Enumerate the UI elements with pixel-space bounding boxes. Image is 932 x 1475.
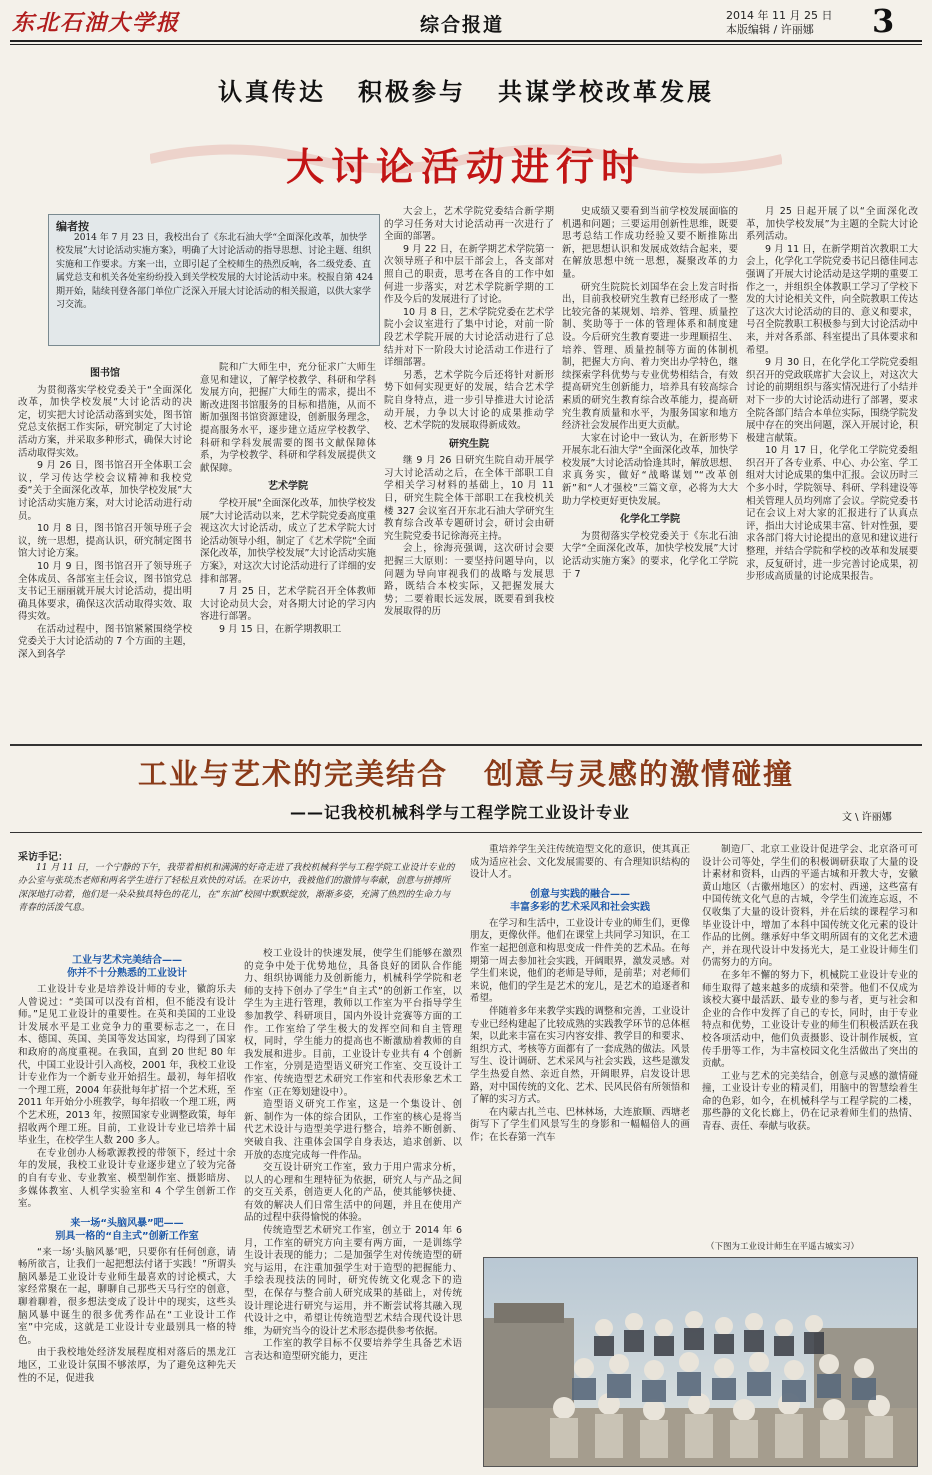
paragraph: 为贯彻落实学校党委关于“全面深化改革，加快学校发展”大讨论活动的决定，切实把大讨论活动落到实处，图书馆党总支依据工作实际，研究制定了大讨论活动方案，并采取多种形式，确保大讨论活动取得实效。 [18, 384, 192, 459]
masthead-rule [10, 40, 922, 42]
paragraph: 交互设计研究工作室，致力于用户需求分析，以人的心理和生理特征为依据，研究人与产品之间的交互关系，创造更人化的产品，使其能够快捷、有效的解决人们日常生活中的问题，并且在使用产品的过程中获得愉悦的体验。 [244, 1162, 462, 1224]
paragraph: 大家在讨论中一致认为，在新形势下开展东北石油大学“全面深化改革，加快学校发展”大讨论活动恰逢其时，解放思想、求真务实，做好“战略谋划”“改革创新”和“人才强校”三篇文章，必将为大大助力学校更好更快发展。 [562, 432, 738, 507]
article-column [384, 206, 554, 740]
paragraph: 9 月 11 日，在新学期首次教职工大会上，化学化工学院党委书记吕德佳同志强调了开展大讨论活动是这学期的重要工作之一，并组织全体教职工学习了学校下发的大讨论相关文件，向全院教职工传达了这次大讨论活动的目的、意义和要求，号召全院教职工积极参与到大讨论活动中来，并对各系部、科室提出了具体要求和希望。 [746, 243, 918, 356]
paragraph: 继 9 月 26 日研究生院自动开展学习大讨论活动之后，在全体干部职工自学相关学习材料的基础上，10 月 11 日，研究生院全体干部职工在我校机关楼 327 会议室召开东北石油大学研究生教育综合改革专题研讨会，研讨会由研究生院党委书记徐海亮主持。 [384, 455, 554, 542]
interview-text: 11 月 11 日，一个宁静的下午，我带着相机和满满的好奇走进了我校机械科学与工程学院工业设计专业的办公室与张琰杰老师和两名学生进行了轻松且欢快的对话。在采访中，我被他们的激情与奉献，创意与拼搏所深深地打动着，他们是一朵朵独具特色的花儿，在“东油”校园中默默绽放，渐渐多姿，充满了热烈的生命力与青春的活泼气息。 [18, 863, 455, 914]
paragraph: 工业与艺术的完美结合，创意与灵感的激情碰撞，工业设计专业的精灵们，用脑中的智慧绘着生命的色彩，如今，在机械科学与工程学院的二楼，那些静的文化长廊上，仍在记录着师生们的热情、青春、责任、奉献与收获。 [702, 1070, 918, 1133]
kicker-part: 认真传达 [218, 77, 326, 106]
page-number: 3 [872, 2, 895, 40]
paragraph: 9 月 22 日，在新学期艺术学院第一次领导班子和中层干部会上，各支部对照自己的职责，思考在各自的工作中如何进一步落实，对艺术学院新学期的工作及今后的发展进行了讨论。 [384, 243, 554, 306]
kicker-headline [0, 72, 932, 107]
interview-label: 采访手记： [18, 852, 68, 863]
group-photo [483, 1257, 918, 1467]
section-divider [10, 744, 922, 746]
paragraph: 10 月 8 日，艺术学院党委在艺术学院小会议室进行了集中讨论，对前一阶段艺术学院开展的大讨论活动进行了总结并对下一阶段大讨论活动工作进行了详细部署。 [384, 306, 554, 369]
paragraph: 院和广大师生中，充分征求广大师生意见和建议，了解学校教学、科研和学科发展方向，把握广大师生的需求，提出不断改进图书馆服务的目标和措施，从而不断加强图书馆资源建设，创新服务理念，提高服务水平，逐步建立适应学校教学、科研和学科发展需要的图书文献保障体系，为学校教学、科研和学科发展提供文献保障。 [200, 362, 376, 474]
paragraph: 10 月 9 日，图书馆召开了领导班子全体成员、各部室主任会议，图书馆党总支书记王丽丽就开展大讨论活动，提出明确具体要求，确保这次活动取得实效、取得实效。 [18, 560, 192, 623]
paragraph: 研究生院院长刘国华在会上发言时指出，目前我校研究生教育已经形成了一整比较完备的某规划、培养、管理、质量控制、奖助等于一体的管理体系和制度建设。今后研究生教育要进一步理顺招生、培养、管理、质量控制等方面的体制机制，把握大方向、着力突出办学特色，继续探索学科优势与专业优势相结合，有效提高研究生创新能力，培养具有较高综合素质的研究生教育综合改革能力，提高研究生教育质量和水平，为服务国家和地方经济社会发展作出更大贡献。 [562, 281, 738, 432]
subhead: 工业与艺术完美结合—— 你并不十分熟悉的工业设计 [67, 955, 187, 979]
paragraph: 在多年不懈的努力下，机械院工业设计专业的师生取得了越来越多的成绩和荣誉。他们不仅成为该校大赛中最活跃、最专业的参与者，更与社会和企业的合作中发挥了自己的专长，同时，由于专业特点和优势，工业设计专业的师生们积极活跃在我校各项活动中，他们负责摄影、设计制作展板，宣传手册等工作，为丰富校园文化生活做出了突出的贡献。 [702, 969, 918, 1070]
kicker-part: 共谋学校改革发展 [498, 77, 714, 106]
feature-headline [0, 752, 932, 793]
article-column [562, 206, 738, 740]
paragraph: 为贯彻落实学校党委关于《东北石油大学“全面深化改革，加快学校发展”大讨论活动实施方案》的要求，化学化工学院于 7 [562, 530, 738, 580]
column-heading: 研究生院 [449, 438, 489, 450]
paragraph: 校工业设计的快速发展，使学生们能够在激烈的竞争中处于优势地位，具备良好的团队合作能力、组织协调能力及创新能力，机械科学学院和老师的支持下创办了学生“自主式”的创新工作室，以学生为主进行管理，教师以工作室为平台指导学生参加教学、科研项目，国内外设计竞赛等方面的工作。工作室给了学生极大的发挥空间和自主管理权，同时，学生能力的提高也不断激励着教师的自我发展和进步。目前，工业设计专业共有 4 个创新工作室，分别是造型语义研究工作室、交互设计工作室、传统造型艺术研究工作室和代表形象艺术工作室（正在筹划建设中）。 [244, 948, 462, 1098]
paragraph: 工业设计专业是培养设计师的专业，徽韵乐夫人曾说过：“美国可以没有首相，但不能没有设计师。”足见工业设计的重要性。在英和美国的工业设计发展水平是工业竞争力的重要标志之一，在日本、德国、英国、美国等发达国家，均得到了国家和政府的高度重视。在我国，直到 20 世纪 80 年代，中国工业设计引入高校，2001 年，我校工业设计专业作为一个新专业开始招生。最初，每年招收一个理工班，2004 年获批每年扩招一个艺术班，至 2011 年开始分小班教学，每年招收一个理工班，两个艺术班，2013 年，按照国家专业调整政策，每年招收两个理工班。目前，工业设计专业已培养十届毕业生，在校学生人数 200 多人。 [18, 984, 236, 1147]
article-column [702, 844, 918, 1238]
paragraph: 伴随着多年来教学实践的调整和完善，工业设计专业已经构建起了比较成熟的实践教学环节的总体框架，以此来丰富在实习内容安排、教学目的和要求、组织方式、考核等方面都有了一套成熟的做法。风景写生、设计调研、艺术采风与社会实践，这些是激发学生热爱自然、亲近自然，开阔眼界，启发设计思路，对中国传统的文化、艺术、民风民俗有所领悟和了解的实习方式。 [470, 1005, 690, 1106]
article-column [18, 362, 192, 740]
group-photo-image [484, 1258, 918, 1467]
paragraph: 月 25 日起开展了以“全面深化改革，加快学校发展”为主题的全院大讨论系列活动。 [746, 206, 918, 243]
column-heading: 艺术学院 [268, 481, 308, 493]
issue-date: 2014 年 11 月 25 日 [726, 9, 833, 22]
masthead [0, 0, 932, 40]
paragraph: 史成绩又要看到当前学校发展面临的机遇和问题；三要运用创新性思维，既要思考总结工作成功经验又要不断推陈出新，把思想认识和发展成效结合起来，要在解放思想中统一思想，凝聚改革的力量。 [562, 206, 738, 280]
paragraph: 工作室的教学目标不仅要培养学生具备艺术语言表达和造型研究能力，更注 [244, 1338, 462, 1362]
paragraph: 在学习和生活中，工业设计专业的师生们，更像朋友，更像伙伴。他们在课堂上共同学习知识，在工作室一起把创意和构思变成一件件美的艺术品。在每期第一周去参加社会实践，开阔眼界，激发灵感。对学生们来说，他们的老师是导师，是前辈；对老师们来说，他们的学生是艺术的宠儿，是艺术的追逐者和希望。 [470, 917, 690, 1005]
paragraph: 制造厂、北京工业设计促进学会、北京洛可可设计公司等处，学生们的积极调研获取了大量的设计素材和资料，山西的平遥古城和开教大寺，安徽黄山地区（古徽州地区）的宏村、西递，这些富有中国传统文化气息的古城，令学生们流连忘返，不仅收集了大量的设计资料，并在后续的课程学习和毕业设计中，增加了本科中国传统文化元素的设计作品的比例。继承好中华文明所固有的文化艺术遗产，并在现代设计中发扬光大，是工业设计师生们仍需努力的方向。 [702, 844, 918, 969]
section-name: 综合报道 [420, 14, 505, 36]
column-heading: 化学化工学院 [620, 514, 680, 526]
column-heading: 图书馆 [90, 368, 120, 379]
issue-info [726, 9, 832, 37]
paragraph: 10 月 17 日，化学化工学院党委组织召开了各专业系、中心、办公室、学工组对大讨论成果的集中汇报。会议历时三个多小时，学院领导、科研、学科建设等相关管理人员均列席了会议。学院党委书记在会议上对大家的汇报进行了认真点评，指出大讨论成果丰富、针对性强，要求各部门将大讨论提出的意见和建议进行整理，并结合学院和学校的改革和发展要求，反复研讨，进一步完善讨论成果，初步形成高质量的讨论成果报告。 [746, 445, 918, 583]
feature-headline-part: 创意与灵感的激情碰撞 [484, 757, 795, 791]
feature-rule [10, 832, 922, 833]
kicker-part: 积极参与 [358, 77, 466, 106]
subhead: 来一场“头脑风暴”吧—— 别具一格的“自主式”创新工作室 [55, 1217, 199, 1242]
photo-caption: （下图为工业设计师生在平遥古城实习） [706, 1242, 860, 1252]
paragraph: 造型语义研究工作室，这是一个集设计、创新、制作为一体的综合团队，工作室的核心是将当代艺术设计与造型美学进行整合，培养不断创新、突破自我、注重体会国学自身表达，追求创新、以开放的态度完成每一件作品。 [244, 1099, 462, 1161]
paragraph: 由于我校地处经济发展程度相对落后的黑龙江地区，工业设计氛围不够浓厚，为了避免这种先天性的不足，促进我 [18, 1347, 236, 1384]
paragraph: 传统造型艺术研究工作室，创立于 2014 年 6 月，工作室的研究方向主要有两方面，一是训练学生设计表现的能力；二是加强学生对传统造型的研究与运用，在注重加强学生对于造型的把握能力、手绘表现技法的同时，研究传统文化观念下的造型，在保存与整合前人研究成果的基础上，对传统设计理论进行研究与运用，并不断尝试将其融入现代设计之中，希望让传统造型艺术结合现代设计思维，为研究当今的设计艺术形态提供参考依据。 [244, 1225, 462, 1337]
page-editor: 本版编辑 / 许丽娜 [726, 23, 814, 36]
paragraph: 7 月 25 日，艺术学院召开全体教师大讨论动员大会，对各期大讨论的学习内容进行部署。 [200, 586, 376, 623]
paragraph: 10 月 8 日，图书馆召开领导班子会议，统一思想，提高认识，研究制定图书馆大讨论方案。 [18, 523, 192, 560]
main-headline: 大讨论活动进行时 [285, 145, 646, 189]
newspaper-name: 东北石油大学报 [12, 10, 181, 36]
paragraph: 在活动过程中，图书馆紧紧围绕学校党委关于大讨论活动的 7 个方面的主题，深入到各学 [18, 623, 192, 661]
paragraph: 重培养学生关注传统造型文化的意识，使其真正成为适应社会、文化发展需要的、有合理知识结构的设计人才。 [470, 844, 690, 881]
article-column [746, 206, 918, 740]
paragraph: 在内蒙古扎兰屯、巴林林场，大连旅顺、西塘老街写下了学生们风景写生的身影和一幅幅倍人的画作；在长春第一汽车 [470, 1106, 690, 1143]
editor-note-label: 编者按 [56, 220, 89, 233]
byline: 文 \ 许丽娜 [842, 812, 892, 823]
paragraph: 会上，徐海亮强调，这次研讨会要把握三大原则：一要坚持问题导向，以问题为导向审视我们的战略与发展思路，既结合本校实际，又把握发展大势；二要着眼长远发展，既要看到我校发展取得的历 [384, 543, 554, 618]
paragraph: 另悉，艺术学院今后还将针对新形势下如何实现更好的发展，结合艺术学院自身特点，进一步引导推进大讨论活动开展，力争以大讨论的成果推动学校、艺术学院的发展取得新成效。 [384, 369, 554, 432]
paragraph: 在专业创办人杨歌源教授的带领下，经过十余年的发展，我校工业设计专业逐步建立了较为完备的自有专业、专业教室、模型制作室、摄影暗房、多媒体教室、人机学实验室和 4 个学生创新工作室。 [18, 1147, 236, 1210]
paragraph: 9 月 15 日，在新学期教职工 [219, 623, 342, 635]
article-column [18, 948, 236, 1468]
paragraph: “来一场‘头脑风暴’吧，只要你有任何创意，请畅所欲言，让我们一起把想法付诸于实践！”所谓头脑风暴是工业设计专业师生最喜欢的讨论模式，大家经常聚在一起，聊聊自己那些天马行空的创意，聊着聊着，很多想法变成了设计中的现实，这些头脑风暴中诞生的很多优秀作品在“工业设计工作室”中完成，这就是工业设计专业最别具一格的特色。 [18, 1246, 236, 1346]
paragraph: 9 月 30 日，在化学化工学院党委组织召开的党政联席扩大会议上，对这次大讨论的前期组织与落实情况进行了小结并对下一步的大讨论活动进行了部署，要求全院各部门结合本单位实际，围绕学院发展中存在的突出问题，深入开展讨论，积极建言献策。 [746, 357, 918, 444]
paragraph: 9 月 26 日，图书馆召开全体职工会议，学习传达学校会议精神和我校党委“关于全面深化改革，加快学校发展”大讨论活动实施方案，对大讨论活动进行动员。 [18, 460, 192, 522]
paragraph: 大会上，艺术学院党委结合新学期的学习任务对大讨论活动再一次进行了全面的部署。 [384, 206, 554, 243]
masthead-rule-thin [10, 44, 922, 45]
article-column [200, 362, 376, 740]
paragraph: 学校开展“全面深化改革，加快学校发展”大讨论活动以来，艺术学院党委高度重视这次大讨论活动，成立了艺术学院大讨论活动领导小组，制定了《艺术学院“全面深化改革，加快学校发展”大讨论活动实施方案》，对这次大讨论活动进行了详细的安排和部署。 [200, 497, 376, 585]
feature-headline-part: 工业与艺术的完美结合 [137, 757, 448, 791]
editor-note-text: 2014 年 7 月 23 日，我校出台了《东北石油大学“全面深化改革，加快学校发展”大讨论活动实施方案》，明确了大讨论活动的指导思想、讨论主题、组织实施和工作要求。方案一出，立即引起了全校师生的热烈反响，各二级党委、直属党总支和机关各处室纷纷投入到关学校发展的大讨论活动中来。校报自第 424 期开始，陆续刊登各部门单位广泛深入开展大讨论活动的相关报道，以供大家学习交流。 [56, 233, 374, 311]
feature-subtitle: ——记我校机械科学与工程学院工业设计专业 [290, 803, 631, 822]
article-column [470, 844, 690, 1250]
subhead: 创意与实践的融合—— 丰富多彩的艺术采风和社会实践 [510, 888, 650, 913]
article-column [244, 948, 462, 1468]
